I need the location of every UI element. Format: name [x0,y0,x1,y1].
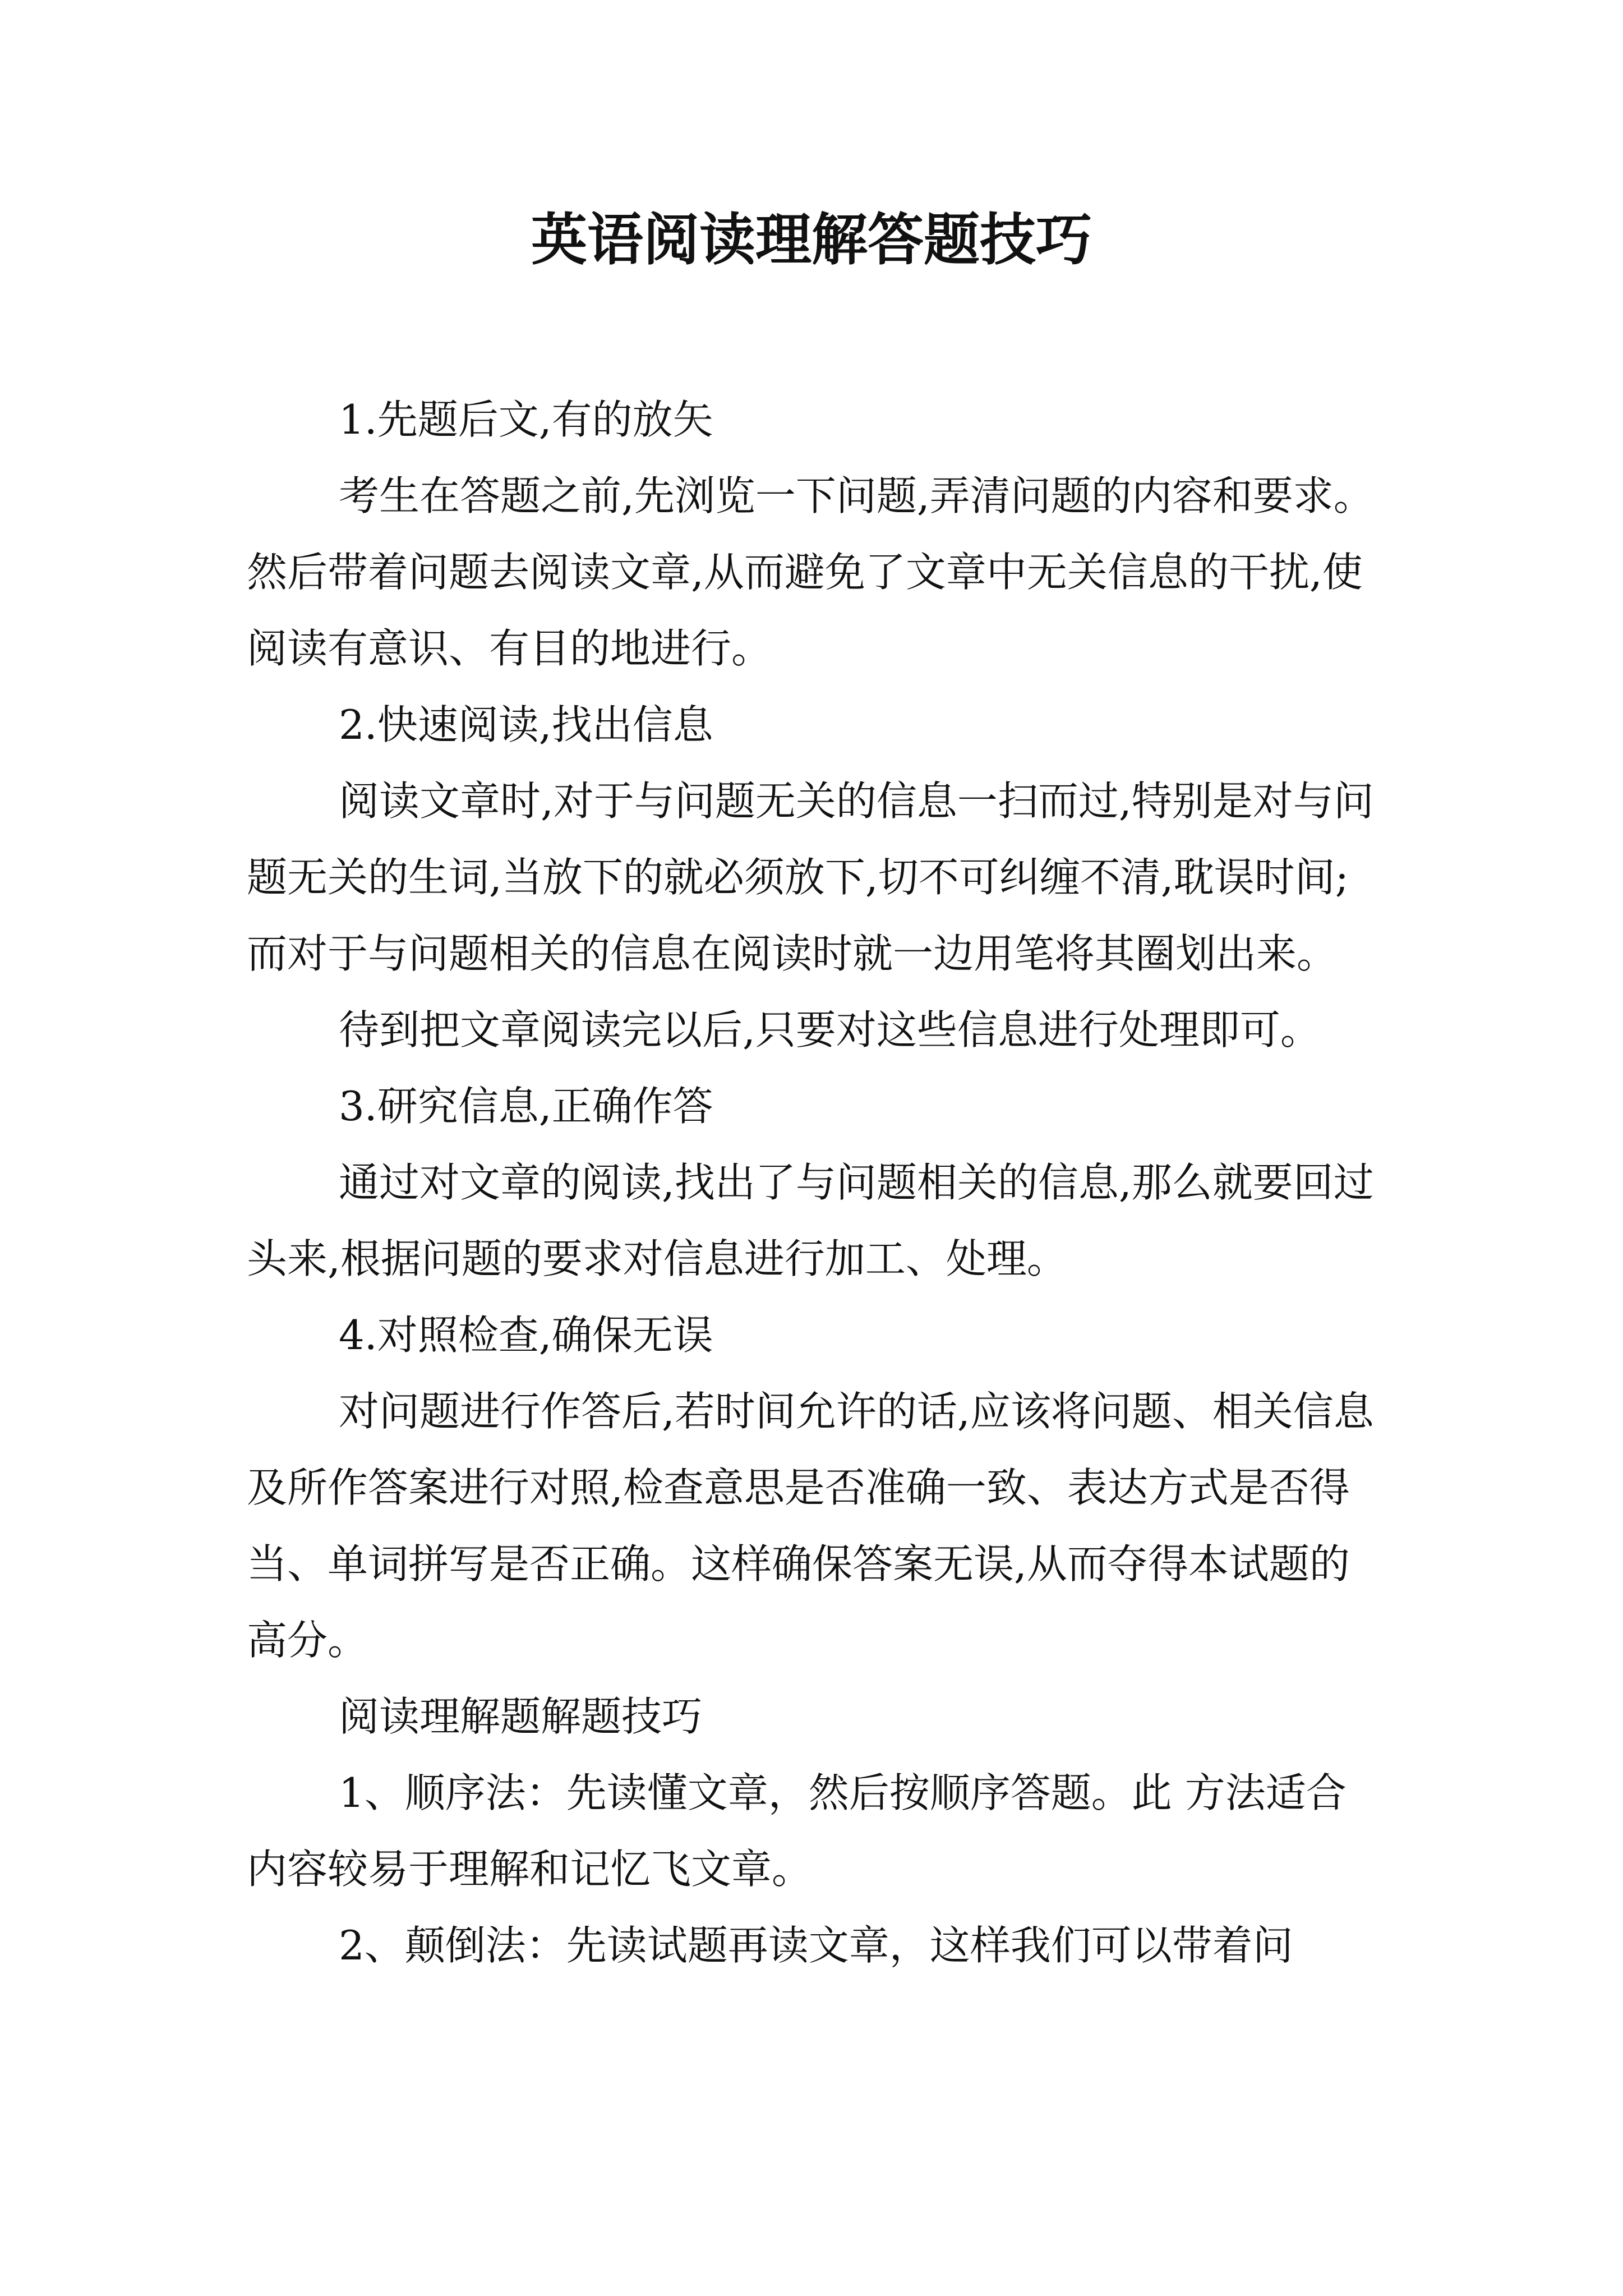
paragraph-preview-questions: 考生在答题之前,先浏览一下问题,弄清问题的内容和要求。然后带着问题去阅读文章,从而避免了文章中无关信息的干扰,使阅读有意识、有目的地进行。 [247,472,1374,672]
heading-3-study-info: 3.研究信息,正确作答 [339,1083,713,1130]
paragraph-answer-correctly: 通过对文章的阅读,找出了与问题相关的信息,那么就要回过头来,根据问题的要求对信息进行加工、处理。 [247,1159,1374,1282]
heading-1-topic-first: 1.先题后文,有的放矢 [339,396,713,443]
paragraph-skip-irrelevant: 阅读文章时,对于与问题无关的信息一扫而过,特别是对与问题无关的生词,当放下的就必须放下,切不可纠缠不清,耽误时间;而对于与问题相关的信息在阅读时就一边用笔将其圈划出来。 [247,777,1374,977]
paragraph-sequential-method: 1、顺序法：先读懂文章，然后按顺序答题。此 方法适合内容较易于理解和记忆飞文章。 [247,1769,1347,1893]
paragraph-process-info: 待到把文章阅读完以后,只要对这些信息进行处理即可。 [339,1006,1321,1053]
document-title: 英语阅读理解答题技巧 [531,206,1092,273]
paragraph-verify-answers: 对问题进行作答后,若时间允许的话,应该将问题、相关信息及所作答案进行对照,检查意思是否准确一致、表达方式是否得当、单词拼写是否正确。这样确保答案无误,从而夺得本试题的高分。 [247,1388,1374,1664]
heading-techniques: 阅读理解题解题技巧 [339,1693,703,1740]
heading-2-fast-reading: 2.快速阅读,找出信息 [339,701,713,748]
heading-4-check: 4.对照检查,确保无误 [339,1312,713,1359]
paragraph-reverse-method: 2、颠倒法：先读试题再读文章，这样我们可以带着问 [339,1922,1293,1969]
document-body [247,381,1380,1984]
